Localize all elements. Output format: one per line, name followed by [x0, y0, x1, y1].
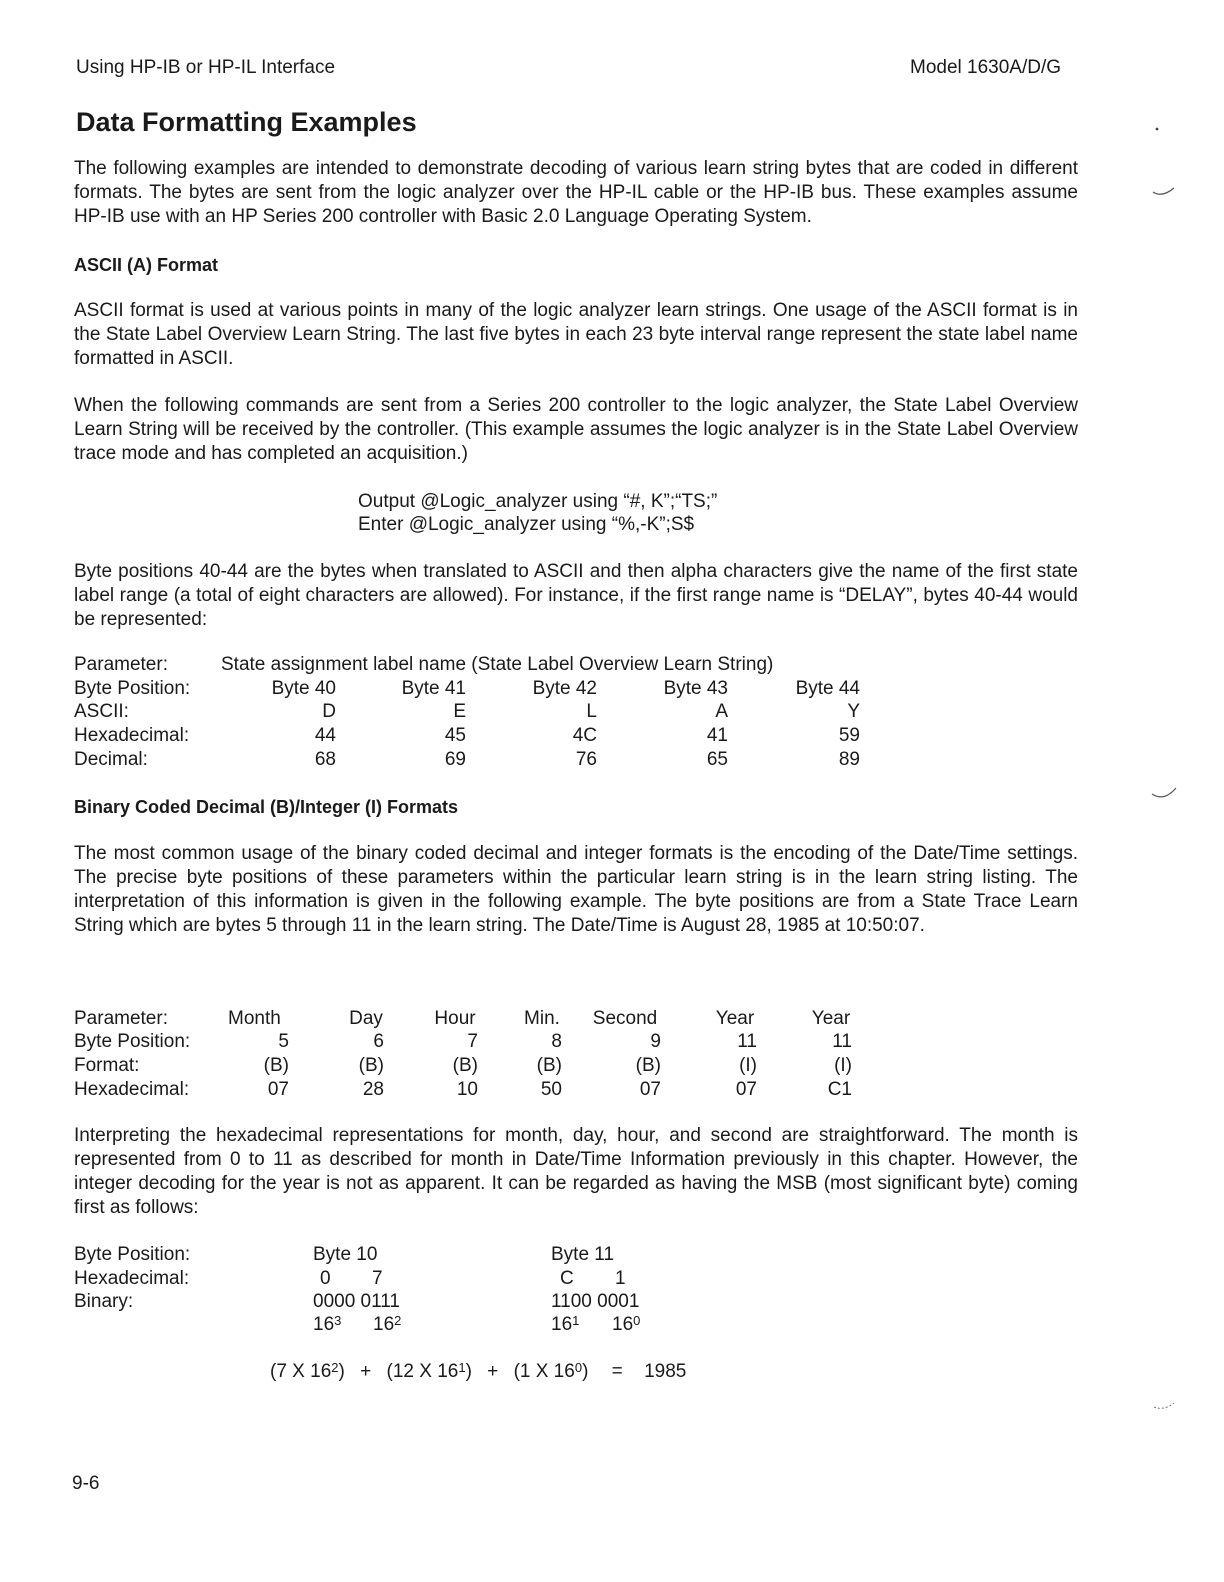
ascii-heading: ASCII (A) Format [74, 255, 218, 275]
ascii-paragraph-1: ASCII format is used at various points in many of the logic analyzer learn strings. One usage of the ASCII format is in the State Label Overview Learn String. The last five bytes in each 23 byte interval range represent the state label name formatted in ASCII. [74, 300, 1078, 369]
running-header-right: Model 1630A/D/G [910, 57, 1062, 78]
table-cell: Byte 42 [532, 678, 597, 699]
ascii-paragraph-2: When the following commands are sent from a Series 200 controller to the logic analyzer, the State Label Overview Learn String will be received by the controller. (This example assumes the logic analyzer is in the State Label Overview trace mode and has completed an acquisition.) [74, 395, 1078, 464]
power-base: 16 [373, 1314, 395, 1335]
formula-term-2 [387, 1361, 472, 1382]
power-exponent: 3 [334, 1313, 342, 1328]
table-cell: 45 [444, 725, 466, 746]
byte11-hex-high: C [560, 1268, 574, 1289]
bcd-heading: Binary Coded Decimal (B)/Integer (I) Formats [74, 797, 459, 817]
table-cell: 5 [278, 1031, 289, 1052]
table-cell: (B) [536, 1055, 562, 1076]
table-row-label: Format: [74, 1055, 140, 1076]
table-cell: 44 [314, 725, 336, 746]
formula-term-3 [514, 1361, 589, 1382]
table-cell: 10 [456, 1079, 478, 1100]
table-cell: 07 [267, 1079, 289, 1100]
table-row-label: Hexadecimal: [74, 1079, 190, 1100]
table-cell: Byte 43 [663, 678, 728, 699]
byte10-label: Byte 10 [313, 1244, 378, 1265]
table-cell: (B) [358, 1055, 384, 1076]
table-cell: Byte 40 [271, 678, 336, 699]
table-cell: D [322, 701, 336, 722]
table-cell: Byte 41 [401, 678, 466, 699]
table-cell: Y [847, 701, 860, 722]
byte10-binary: 0000 0111 [313, 1291, 400, 1312]
table-cell: L [586, 701, 597, 722]
formula-term-close: ) [338, 1361, 345, 1382]
table-header-cell: Hour [434, 1008, 476, 1029]
byte10-hex-low: 7 [372, 1268, 383, 1289]
table-cell: (I) [739, 1055, 757, 1076]
formula-term-text: (12 X 16 [386, 1361, 459, 1382]
scan-stroke [1152, 788, 1176, 797]
table-cell: 11 [832, 1031, 852, 1052]
power-exponent: 0 [633, 1313, 641, 1328]
formula-exponent: 2 [331, 1360, 339, 1375]
table-cell: 8 [551, 1031, 562, 1052]
scan-mark [1150, 120, 1180, 210]
scan-stroke [1154, 1403, 1174, 1408]
code-line-output: Output @Logic_analyzer using “#, K”;“TS;” [358, 491, 718, 512]
table-row-label: Parameter: [74, 1008, 168, 1029]
running-header-left: Using HP-IB or HP-IL Interface [76, 57, 336, 78]
power-base: 16 [313, 1314, 335, 1335]
table-cell: (B) [452, 1055, 478, 1076]
table-row-label: Hexadecimal: [74, 725, 190, 746]
table-cell: (B) [635, 1055, 661, 1076]
table-cell: 4C [572, 725, 597, 746]
table-cell: A [715, 701, 728, 722]
table-header-cell: Year [715, 1008, 755, 1029]
table-cell: 65 [706, 749, 728, 770]
table-cell: 07 [639, 1079, 661, 1100]
byte11-power-high [551, 1313, 579, 1337]
formula-term-1 [270, 1361, 345, 1382]
table-row-label: ASCII: [74, 701, 129, 722]
table-cell: 50 [540, 1079, 562, 1100]
table-row-label: Decimal: [74, 749, 148, 770]
table-cell: 9 [650, 1031, 661, 1052]
table-row-label: Byte Position: [74, 678, 191, 699]
ascii-paragraph-3: Byte positions 40-44 are the bytes when translated to ASCII and then alpha characters give the name of the first state label range (a total of eight characters are allowed). For instance, if the first range name is “DELAY”, bytes 40-44 would be represented: [74, 561, 1078, 630]
table-header-cell: Min. [524, 1008, 560, 1029]
table-cell: 6 [373, 1031, 384, 1052]
table-cell: 59 [838, 725, 860, 746]
page-number: 9-6 [72, 1473, 100, 1494]
table-header-cell: Day [349, 1008, 383, 1029]
table-cell: 69 [444, 749, 466, 770]
formula-term-close: ) [582, 1361, 589, 1382]
intro-paragraph: The following examples are intended to demonstrate decoding of various learn string bytes that are coded in different formats. The bytes are sent from the logic analyzer over the HP-IL cable or the HP-IB bus. These examples assume HP-IB use with an HP Series 200 controller with Basic 2.0 Language Operating System. [74, 158, 1078, 227]
page-title: Data Formatting Examples [76, 107, 417, 137]
table-parameter-value: State assignment label name (State Label Overview Learn String) [221, 654, 774, 675]
byte11-label: Byte 11 [551, 1244, 615, 1265]
bcd-paragraph-2: Interpreting the hexadecimal representations for month, day, hour, and second are straightforward. The month is represented from 0 to 11 as described for month in Date/Time Information previously in this chapter. However, the integer decoding for the year is not as apparent. It can be regarded as having the MSB (most significant byte) coming first as follows: [74, 1125, 1078, 1218]
table-cell: 89 [838, 749, 860, 770]
formula-exponent: 1 [458, 1360, 466, 1375]
formula-result: 1985 [644, 1361, 687, 1382]
power-exponent: 2 [394, 1313, 402, 1328]
byte10-power-high [313, 1313, 341, 1337]
formula-plus: + [487, 1361, 499, 1382]
table-row-label: Binary: [74, 1291, 134, 1312]
byte10-hex-high: 0 [320, 1268, 331, 1289]
byte10-power-low [373, 1313, 401, 1337]
table-label-parameter: Parameter: [74, 654, 168, 675]
scan-dot [1156, 128, 1159, 131]
formula-plus: + [360, 1361, 372, 1382]
table-cell: C1 [827, 1079, 852, 1100]
table-cell: 76 [575, 749, 597, 770]
table-cell: (I) [834, 1055, 852, 1076]
byte11-binary: 1100 0001 [551, 1291, 640, 1312]
table-header-cell: Year [811, 1008, 851, 1029]
formula-equals: = [611, 1361, 623, 1382]
power-base: 16 [551, 1314, 573, 1335]
byte11-hex-low: 1 [615, 1268, 626, 1289]
formula-term-text: (1 X 16 [513, 1361, 575, 1382]
table-cell: Byte 44 [795, 678, 860, 699]
table-cell: 28 [362, 1079, 384, 1100]
byte11-power-low [612, 1313, 640, 1337]
formula-term-text: (7 X 16 [270, 1361, 332, 1382]
table-cell: 41 [706, 725, 728, 746]
table-row-label: Byte Position: [74, 1031, 191, 1052]
table-row-label: Hexadecimal: [74, 1268, 190, 1289]
table-cell: 7 [467, 1031, 478, 1052]
table-cell: 11 [737, 1031, 757, 1052]
table-cell: 68 [314, 749, 336, 770]
bcd-paragraph-1: The most common usage of the binary coded decimal and integer formats is the encoding of the Date/Time settings. The precise byte positions of these parameters within the particular learn string is in the learn string listing. The interpretation of this information is given in the following example. The byte positions are from a State Trace Learn String which are bytes 5 through 11 in the learn string. The Date/Time is August 28, 1985 at 10:50:07. [74, 843, 1078, 936]
formula-term-close: ) [465, 1361, 472, 1382]
code-line-enter: Enter @Logic_analyzer using “%,-K”;S$ [358, 514, 695, 535]
table-header-cell: Month [228, 1008, 281, 1029]
scan-mark [1150, 1395, 1180, 1415]
year-formula [270, 1360, 686, 1384]
scan-mark [1150, 780, 1180, 810]
table-cell: E [453, 701, 466, 722]
table-header-cell: Second [592, 1008, 658, 1029]
table-row-label: Byte Position: [74, 1244, 191, 1265]
formula-exponent: 0 [574, 1360, 583, 1375]
table-cell: 07 [735, 1079, 757, 1100]
power-exponent: 1 [572, 1313, 580, 1328]
power-base: 16 [612, 1314, 634, 1335]
scan-stroke [1153, 188, 1174, 194]
table-cell: (B) [263, 1055, 289, 1076]
